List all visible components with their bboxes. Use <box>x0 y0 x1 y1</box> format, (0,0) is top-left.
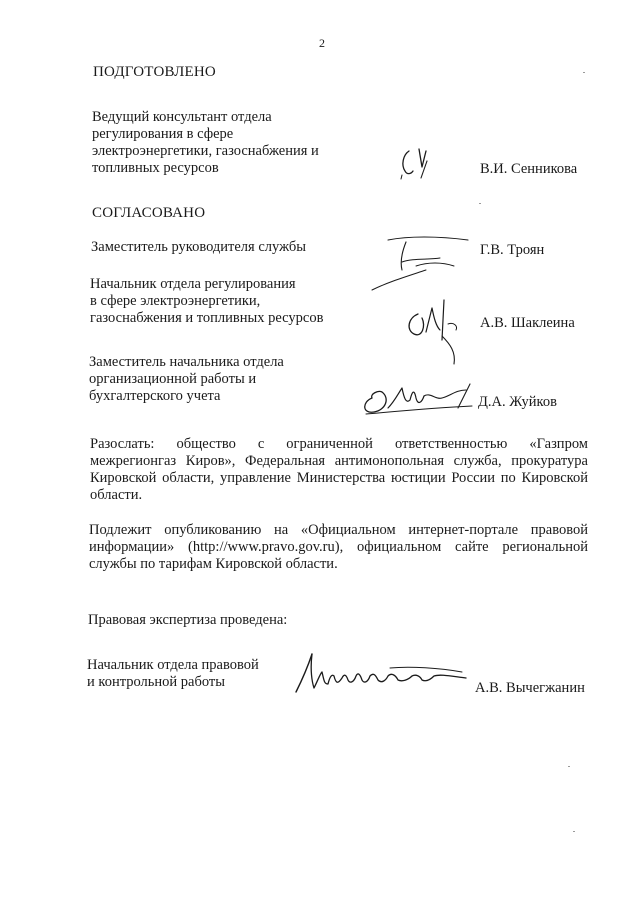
distribution-word: «Газпром <box>529 436 588 452</box>
scan-speck <box>568 766 570 767</box>
distribution-list: межрегионгаз Киров», Федеральная антимонопольная служба, прокуратура Кировской области, управление Министерства юстиции России по Кировской области. <box>90 453 588 503</box>
scan-speck <box>573 831 575 832</box>
signer-3-signature <box>360 378 485 418</box>
prepared-heading: ПОДГОТОВЛЕНО <box>93 64 216 80</box>
agreed-heading: СОГЛАСОВАНО <box>92 205 206 221</box>
prepared-signature <box>397 145 442 183</box>
signer-1-name: Г.В. Троян <box>480 242 545 258</box>
distribution-word: Разослать: <box>90 436 155 452</box>
distribution-word: ограниченной <box>286 436 373 452</box>
scan-speck <box>583 72 585 73</box>
legal-review-position: Начальник отдела правовой и контрольной работы <box>87 657 259 690</box>
page-number: 2 <box>319 36 325 50</box>
signer-3-position: Заместитель начальника отдела организационной работы и бухгалтерского учета <box>89 354 284 404</box>
distribution-word: общество <box>176 436 236 452</box>
legal-review-name: А.В. Вычегжанин <box>475 680 585 696</box>
signer-2-signature <box>404 296 464 366</box>
signer-3-name: Д.А. Жуйков <box>478 394 557 410</box>
legal-review-signature <box>290 650 470 700</box>
prepared-name: В.И. Сенникова <box>480 161 578 177</box>
signer-2-position: Начальник отдела регулирования в сфере электроэнергетики, газоснабжения и топливных ресурсов <box>90 276 324 326</box>
publication-note: Подлежит опубликованию на «Официальном интернет-портале правовой информации» (http://www.pravo.gov.ru), официальном сайте региональной службы по тарифам Кировской области. <box>89 522 588 572</box>
signer-2-name: А.В. Шаклеина <box>480 315 575 331</box>
legal-review-heading: Правовая экспертиза проведена: <box>88 612 288 628</box>
distribution-first-line <box>90 436 588 453</box>
scan-speck <box>479 203 481 204</box>
distribution-word: с <box>257 436 265 452</box>
distribution-word: ответственностью <box>394 436 508 452</box>
signer-1-position: Заместитель руководителя службы <box>91 239 307 255</box>
signer-1-signature <box>368 232 468 292</box>
prepared-position: Ведущий консультант отдела регулирования в сфере электроэнергетики, газоснабжения и топливных ресурсов <box>92 109 319 176</box>
